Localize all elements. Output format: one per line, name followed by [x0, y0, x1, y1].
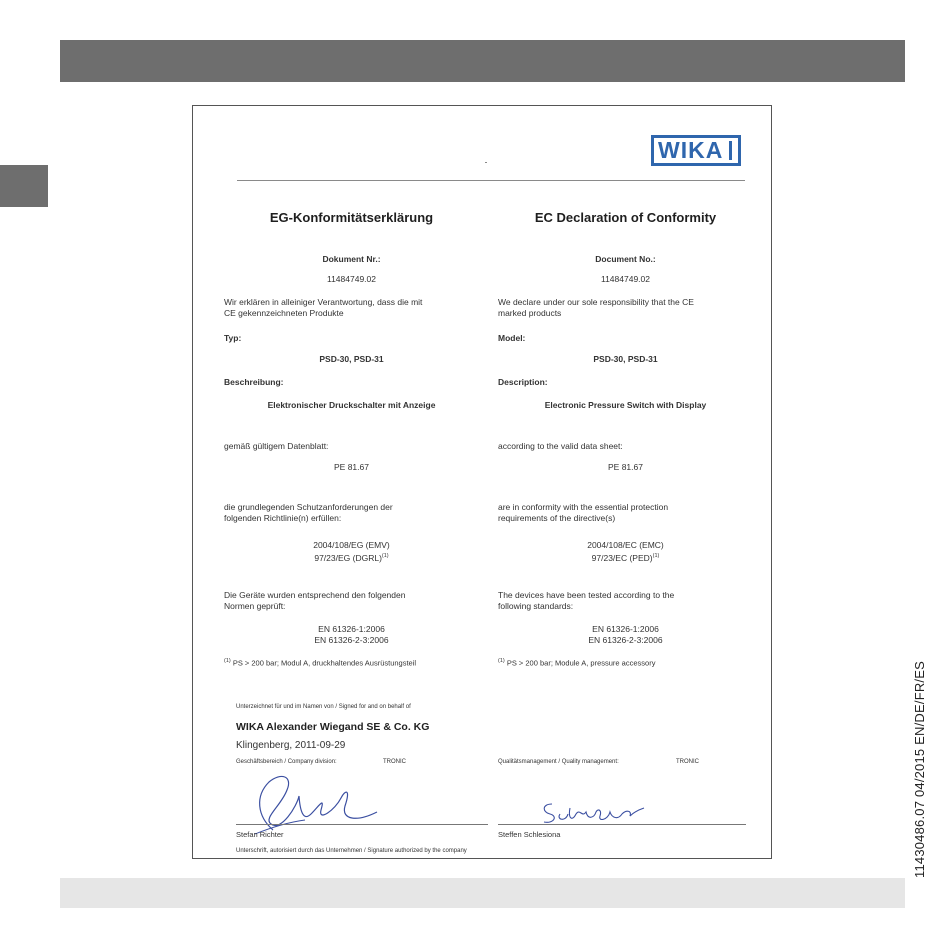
german-footnote-mark: (1): [224, 658, 231, 664]
english-standard-2: EN 61326-2-3:2006: [588, 635, 663, 645]
german-protection-line-2: folgenden Richtlinie(n) erfüllen:: [224, 513, 342, 523]
place-and-date: Klingenberg, 2011-09-29: [236, 740, 346, 751]
german-declare-line-2: CE gekennzeichneten Produkte: [224, 308, 344, 318]
german-description-label: Beschreibung:: [224, 377, 284, 387]
company-division-value: TRONIC: [383, 759, 406, 765]
side-tab: [0, 165, 48, 207]
company-division-label: Geschäftsbereich / Company division:: [236, 759, 337, 765]
signer-right-name: Steffen Schlesiona: [498, 830, 561, 839]
wika-logo: [651, 135, 741, 166]
german-declare-line-1: Wir erklären in alleiniger Verantwortung, dass die mit: [224, 297, 423, 307]
german-title: EG-Konformitätserklärung: [269, 210, 434, 225]
english-protection-line-2: requirements of the directive(s): [498, 513, 616, 523]
german-directive-1: 2004/108/EG (EMV): [313, 540, 390, 550]
german-standard-2: EN 61326-2-3:2006: [314, 635, 389, 645]
quality-management-label: Qualitätsmanagement / Quality management:: [498, 759, 619, 765]
wika-logo-bar: [729, 141, 732, 160]
english-standard-1: EN 61326-1:2006: [592, 624, 659, 634]
german-doc-label: Dokument Nr.:: [322, 254, 381, 264]
german-type-label: Typ:: [224, 333, 242, 343]
english-footnote: [498, 656, 655, 669]
german-directive-footnote-mark: (1): [381, 553, 389, 559]
german-sheet-label: gemäß gültigem Datenblatt:: [224, 441, 329, 451]
german-type-value: PSD-30, PSD-31: [319, 354, 384, 364]
signed-on-behalf-text: Unterzeichnet für und im Namen von / Signed for and on behalf of: [236, 704, 411, 710]
signer-left-name: Stefan Richter: [236, 830, 284, 839]
german-description-value: Elektronischer Druckschalter mit Anzeige: [267, 400, 436, 410]
german-sheet-value: PE 81.67: [334, 462, 369, 472]
english-description-label: Description:: [498, 377, 548, 387]
english-doc-label: Document No.:: [595, 254, 656, 264]
german-tested-line-2: Normen geprüft:: [224, 601, 286, 611]
english-directive-2-line: [498, 551, 753, 563]
english-sheet-value: PE 81.67: [608, 462, 643, 472]
english-tested-line-1: The devices have been tested according to the: [498, 590, 675, 600]
english-declare-line-2: marked products: [498, 308, 562, 318]
header-bar: [60, 40, 905, 82]
german-footnote-text: PS > 200 bar; Modul A, druckhaltendes Ausrüstungsteil: [232, 658, 417, 668]
german-tested-line-1: Die Geräte wurden entsprechend den folgenden: [224, 590, 406, 600]
signature-authorized-text: Unterschrift, autorisiert durch das Unternehmen / Signature authorized by the company: [236, 848, 467, 854]
english-directive-footnote-mark: (1): [652, 553, 660, 559]
english-declare-line-1: We declare under our sole responsibility that the CE: [498, 297, 694, 307]
english-description-value: Electronic Pressure Switch with Display: [544, 400, 707, 410]
english-directive-1: 2004/108/EC (EMC): [587, 540, 664, 550]
header-rule: [237, 180, 745, 181]
signature-left: [245, 766, 395, 836]
german-standard-1: EN 61326-1:2006: [318, 624, 385, 634]
company-name: WIKA Alexander Wiegand SE & Co. KG: [236, 721, 430, 733]
english-protection-line-1: are in conformity with the essential protection: [498, 502, 669, 512]
signature-line-right: [498, 824, 746, 825]
document-code: 11430486.07 04/2015 EN/DE/FR/ES: [912, 661, 927, 878]
english-title: EC Declaration of Conformity: [534, 210, 717, 225]
german-doc-number: 11484749.02: [326, 274, 376, 284]
german-footnote: [224, 656, 416, 669]
conformity-declaration-document: [192, 105, 772, 859]
english-doc-number: 11484749.02: [600, 274, 650, 284]
german-directive-2-line: [224, 551, 479, 563]
english-sheet-label: according to the valid data sheet:: [498, 441, 623, 451]
german-directive-2: 97/23/EG (DGRL): [314, 552, 382, 563]
scan-dot: [485, 162, 487, 163]
wika-logo-text: WIKA: [658, 137, 724, 163]
english-footnote-text: PS > 200 bar; Module A, pressure accessory: [506, 658, 656, 668]
english-footnote-mark: (1): [498, 658, 505, 664]
english-model-value: PSD-30, PSD-31: [593, 354, 658, 364]
english-directive-2: 97/23/EC (PED): [591, 552, 653, 563]
german-protection-line-1: die grundlegenden Schutzanforderungen der: [224, 502, 393, 512]
english-model-label: Model:: [498, 333, 526, 343]
signature-line-left: [236, 824, 488, 825]
english-tested-line-2: following standards:: [498, 601, 574, 611]
quality-management-value: TRONIC: [676, 759, 699, 765]
footer-bar: [60, 878, 905, 908]
